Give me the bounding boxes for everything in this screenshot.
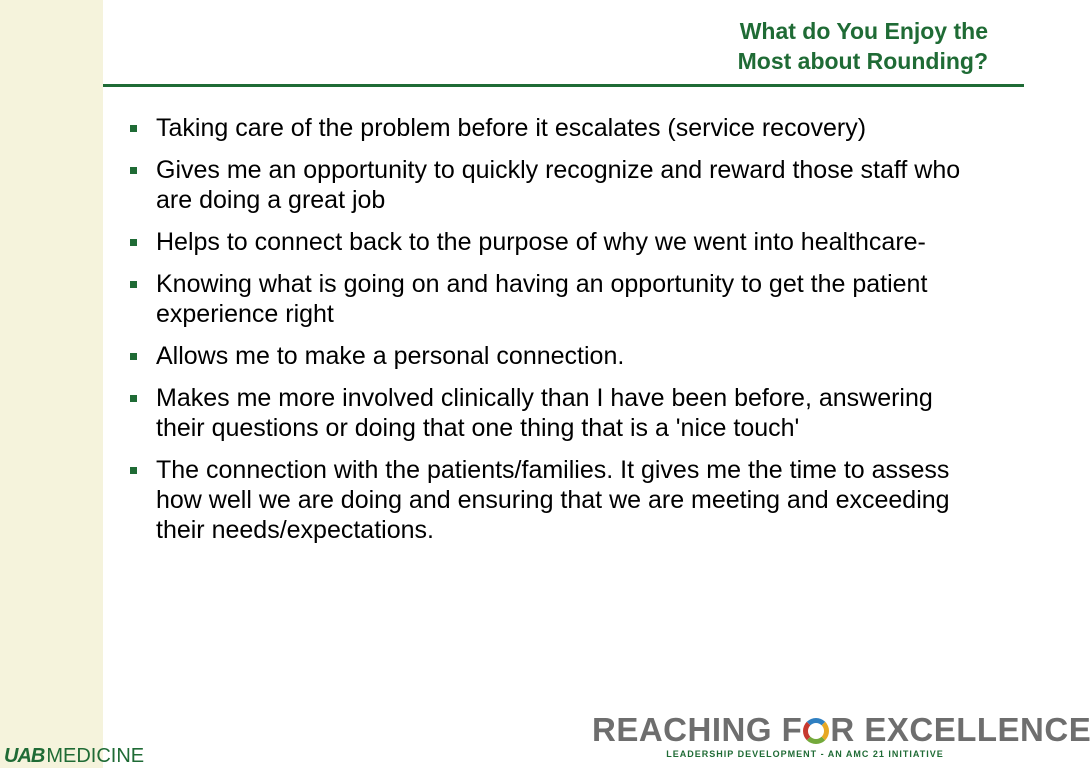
bullet-icon xyxy=(130,125,137,132)
logo-wordmark-part-1: REACHING F xyxy=(592,711,803,748)
bullet-text: Helps to connect back to the purpose of why we went into healthcare- xyxy=(156,228,926,256)
bullet-item xyxy=(128,455,988,545)
bullet-item xyxy=(128,341,988,371)
slide-title-line-1: What do You Enjoy the xyxy=(739,18,988,44)
bullet-icon xyxy=(130,281,137,288)
logo-subtitle: LEADERSHIP DEVELOPMENT - AN AMC 21 INITIATIVE xyxy=(666,749,944,759)
bullet-icon xyxy=(130,239,137,246)
bullet-item xyxy=(128,113,988,143)
bullet-text: Makes me more involved clinically than I have been before, answering their questions or doing that one thing that is a 'nice touch' xyxy=(156,384,933,442)
bullet-icon xyxy=(130,353,137,360)
bullet-icon xyxy=(130,395,137,402)
side-panel xyxy=(0,0,103,768)
uab-mark: UAB xyxy=(4,745,45,767)
bullet-list xyxy=(128,113,988,557)
bullet-text: Knowing what is going on and having an opportunity to get the patient experience right xyxy=(156,270,928,328)
title-divider xyxy=(103,84,1024,87)
bullet-text: Gives me an opportunity to quickly recognize and reward those staff who are doing a great job xyxy=(156,156,961,214)
uab-medicine-text: MEDICINE xyxy=(46,745,145,767)
bullet-icon xyxy=(130,167,137,174)
bullet-item xyxy=(128,155,988,215)
bullet-text: Allows me to make a personal connection. xyxy=(156,342,625,370)
bullet-text: Taking care of the problem before it escalates (service recovery) xyxy=(156,114,867,142)
bullet-item xyxy=(128,383,988,443)
reaching-for-excellence-logo xyxy=(592,711,1091,759)
logo-wordmark-part-2: R EXCELLENCE xyxy=(830,711,1091,748)
bullet-item xyxy=(128,269,988,329)
uab-medicine-logo xyxy=(4,745,144,767)
bullet-icon xyxy=(130,467,137,474)
bullet-item xyxy=(128,227,988,257)
color-ring-icon xyxy=(803,718,829,744)
slide-title-line-2: Most about Rounding? xyxy=(737,48,988,74)
bullet-text: The connection with the patients/families. It gives me the time to assess how well we are doing and ensuring that we are meeting and exceeding their needs/expectations. xyxy=(156,456,950,544)
logo-wordmark xyxy=(592,711,1091,748)
slide-title xyxy=(428,16,988,76)
